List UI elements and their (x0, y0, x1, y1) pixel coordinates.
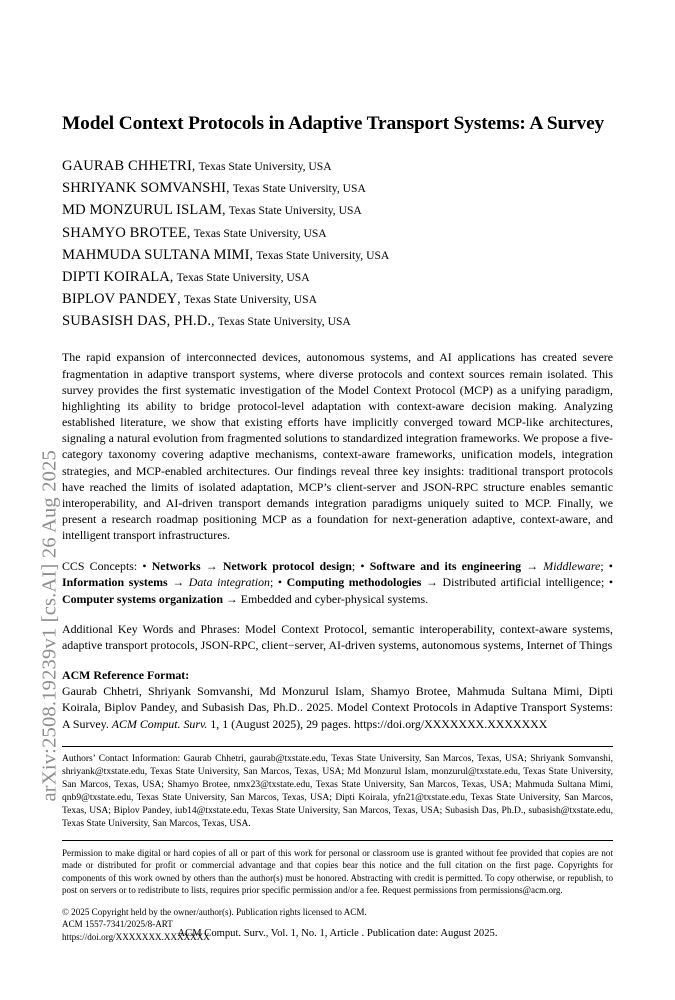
keywords-text: Model Context Protocol, semantic interoperability, context-aware systems, adaptive transport protocols, JSON-RPC, client−server, AI-driven systems, autonomous systems, Internet of Things (62, 621, 613, 652)
author-list (62, 155, 613, 332)
author-name: MAHMUDA SULTANA MIMI (62, 246, 250, 263)
ccs-concept: Embedded and cyber-physical systems (240, 591, 426, 606)
ccs-label: CCS Concepts: (62, 559, 138, 574)
issn-line: ACM 1557-7341/2025/8-ART (62, 919, 173, 930)
author-affiliation: Texas State University, USA (217, 315, 351, 329)
author-name: DIPTI KOIRALA (62, 268, 170, 285)
author-entry (62, 244, 613, 266)
author-name: MD MONZURUL ISLAM (62, 202, 223, 219)
keywords-label: Additional Key Words and Phrases: (62, 621, 241, 636)
contact-divider (62, 746, 613, 747)
ccs-category: Computer systems organization (62, 591, 223, 606)
author-entry (62, 177, 613, 199)
doi-line: https://doi.org/XXXXXXX.XXXXXXX (62, 932, 210, 943)
abstract: The rapid expansion of interconnected devices, autonomous systems, and AI applications has created severe fragmentation in adaptive transport systems, where diverse protocols and context sources remain isolated. This survey provides the first systematic investigation of the Model Context Protocol (MCP) as a unifying paradigm, highlighting its ability to bridge protocol-level adaptation with context-aware decision making. Analyzing established literature, we show that existing efforts have implicitly converged toward MCP-like architectures, signaling a natural evolution from fragmented solutions to standardized integration frameworks. We propose a five-category taxonomy covering adaptive mechanisms, context-aware frameworks, unification models, integration strategies, and MCP-enabled architectures. Our findings reveal three key insights: traditional transport protocols have reached the limits of isolated adaptation, MCP’s client-server and JSON-RPC structure enables semantic interoperability, and AI-driven transport demands integration paradigms uniquely suited to MCP. Finally, we present a research roadmap positioning MCP as a foundation for next-generation adaptive, context-aware, and intelligent transport infrastructures. (62, 350, 613, 543)
keywords-section (62, 621, 613, 653)
author-entry (62, 310, 613, 332)
acm-reference-journal: ACM Comput. Surv. (111, 716, 208, 731)
author-affiliation: Texas State University, USA (198, 160, 332, 174)
ccs-concepts (62, 558, 613, 606)
acm-reference-tail: 1, 1 (August 2025), 29 pages. https://doi.org/XXXXXXX.XXXXXXX (210, 716, 548, 731)
ccs-category: Networks (151, 559, 201, 574)
page-footer: ACM Comput. Surv., Vol. 1, No. 1, Article . Publication date: August 2025. (177, 928, 498, 939)
acm-reference-heading: ACM Reference Format: (62, 668, 190, 683)
author-name: GAURAB CHHETRI (62, 158, 192, 175)
author-name: SHRIYANK SOMVANSHI (62, 180, 227, 197)
ccs-category: Information systems (62, 575, 168, 590)
author-comma: , (177, 291, 184, 307)
author-affiliation: Texas State University, USA (176, 270, 310, 284)
ccs-concept-list: • Networks → Network protocol design; • Software and its engineering → Middleware; • Information systems → Data integration; • Computing methodologies → Distributed artificial intelligence; • Computer systems organization → Embedded and cyber-physical systems. (62, 559, 614, 606)
author-entry (62, 266, 613, 288)
author-comma: , (249, 246, 257, 262)
acm-reference-authors: Gaurab Chhetri, Shriyank Somvanshi, Md Monzurul Islam, Shamyo Brotee, Mahmuda Sultana Mimi, Dipti Koirala, Biplov Pandey, and Subasish Das, Ph.D.. 2025. Model Context Protocols in Adaptive Transport Systems: A Survey. (62, 684, 613, 731)
permission-notice: Permission to make digital or hard copies of all or part of this work for personal or classroom use is granted without fee provided that copies are not made or distributed for profit or commercial advantage and that copies bear this notice and the full citation on the first page. Copyrights for components of this work owned by others than the author(s) must be honored. Abstracting with credit is permitted. To copy otherwise, or republish, to post on servers or to redistribute to lists, requires prior specific permission and/or a fee. Request permissions from permissions@acm.org. (62, 848, 613, 896)
acm-reference-format (62, 667, 613, 732)
author-affiliation: Texas State University, USA (228, 204, 362, 218)
author-affiliation: Texas State University, USA (183, 293, 317, 307)
author-entry (62, 155, 613, 177)
authors-contact-information: Authors’ Contact Information: Gaurab Chhetri, gaurab@txstate.edu, Texas State University, San Marcos, Texas, USA; Shriyank Somvanshi, shriyank@txstate.edu, Texas State University, San Marcos, Texas, USA; Md Monzurul Islam, monzurul@txstate.edu, Texas State University, San Marcos, Texas, USA; Shamyo Brotee, nmx23@txstate.edu, Texas State University, San Marcos, Texas, USA; Mahmuda Sultana Mimi, qnb9@txstate.edu, Texas State University, San Marcos, Texas, USA; Dipti Koirala, yfn21@txstate.edu, Texas State University, San Marcos, Texas, USA; Biplov Pandey, iub14@txstate.edu, Texas State University, San Marcos, Texas, USA; Subasish Das, Ph.D., subasish@txstate.edu, Texas State University, San Marcos, Texas, USA. (62, 752, 613, 829)
author-comma: , (222, 202, 229, 218)
author-name: SHAMYO BROTEE (62, 224, 187, 241)
ccs-concept: Middleware (543, 559, 601, 574)
author-name: SUBASISH DAS, PH.D. (62, 313, 212, 330)
copyright-line: © 2025 Copyright held by the owner/author(s). Publication rights licensed to ACM. (62, 906, 367, 917)
author-comma: , (169, 268, 177, 284)
author-entry (62, 288, 613, 310)
arxiv-identifier: arXiv:2508.19239v1 [cs.AI] 26 Aug 2025 (38, 449, 61, 802)
ccs-category: Computing methodologies (286, 575, 422, 590)
author-affiliation: Texas State University, USA (193, 226, 327, 240)
paper-content-column (62, 0, 613, 1000)
permission-divider (62, 840, 613, 841)
author-affiliation: Texas State University, USA (232, 182, 366, 196)
author-name: BIPLOV PANDEY (62, 291, 178, 308)
ccs-category: Software and its engineering (369, 559, 522, 574)
author-comma: , (191, 158, 199, 174)
author-comma: , (211, 313, 218, 329)
arxiv-stamp (0, 0, 62, 1000)
author-comma: , (186, 224, 194, 240)
ccs-concept: Data integration (188, 575, 270, 590)
ccs-concept: Network protocol design (222, 559, 352, 574)
author-comma: , (226, 180, 233, 196)
page-title: Model Context Protocols in Adaptive Transport Systems: A Survey (62, 113, 605, 134)
author-affiliation: Texas State University, USA (256, 248, 390, 262)
author-entry (62, 222, 613, 244)
author-entry (62, 199, 613, 221)
ccs-concept: Distributed artificial intelligence (442, 575, 601, 590)
